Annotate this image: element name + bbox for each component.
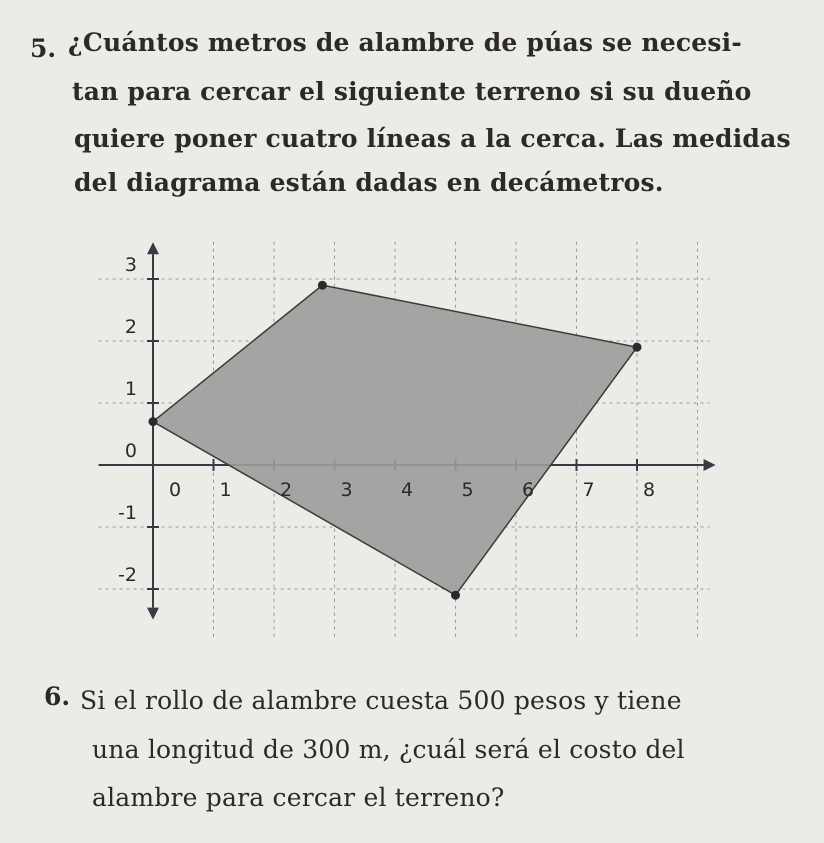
y-tick-label: -2 [118, 564, 137, 586]
y-tick-label: 3 [124, 254, 137, 276]
problem-5-number: 5. [30, 34, 57, 63]
x-tick-label: 1 [219, 479, 232, 501]
polygon-vertex-dot [149, 417, 158, 426]
polygon-vertex-dot [318, 281, 327, 290]
problem-6-line-1: Si el rollo de alambre cuesta 500 pesos y tiene [80, 686, 682, 715]
x-tick-label: 0 [168, 479, 182, 501]
x-tick-label: 6 [521, 479, 535, 501]
x-axis-arrow-icon [704, 459, 716, 471]
terrain-polygon-group [149, 281, 642, 600]
y-tick-label: 0 [124, 440, 137, 462]
x-tick-label: 4 [400, 479, 414, 501]
y-axis-arrow-top-icon [147, 242, 159, 254]
x-tick-label: 8 [642, 479, 656, 501]
problem-5-line-2: tan para cercar el siguiente terreno si su dueño [72, 77, 752, 106]
y-tick-label: 2 [124, 316, 137, 338]
x-tick-label: 3 [340, 479, 353, 501]
problem-5-line-1: ¿Cuántos metros de alambre de púas se necesi- [68, 28, 742, 57]
problem-6-number: 6. [44, 682, 71, 711]
problem-5-line-4: del diagrama están dadas en decámetros. [74, 168, 664, 197]
polygon-vertex-dot [633, 343, 642, 352]
x-tick-label: 7 [582, 479, 595, 501]
y-tick-label: -1 [118, 502, 137, 524]
y-axis-arrow-bottom-icon [147, 608, 159, 620]
x-tick-label: 2 [279, 479, 293, 501]
y-tick-label: 1 [124, 378, 137, 400]
terrain-polygon [153, 285, 637, 595]
problem-5-line-3: quiere poner cuatro líneas a la cerca. Las medidas [74, 124, 791, 153]
x-tick-label: 5 [461, 479, 474, 501]
problem-6-line-3: alambre para cercar el terreno? [92, 783, 505, 812]
polygon-vertex-dot [451, 591, 460, 600]
problem-6-line-2: una longitud de 300 m, ¿cuál será el costo del [92, 735, 685, 764]
